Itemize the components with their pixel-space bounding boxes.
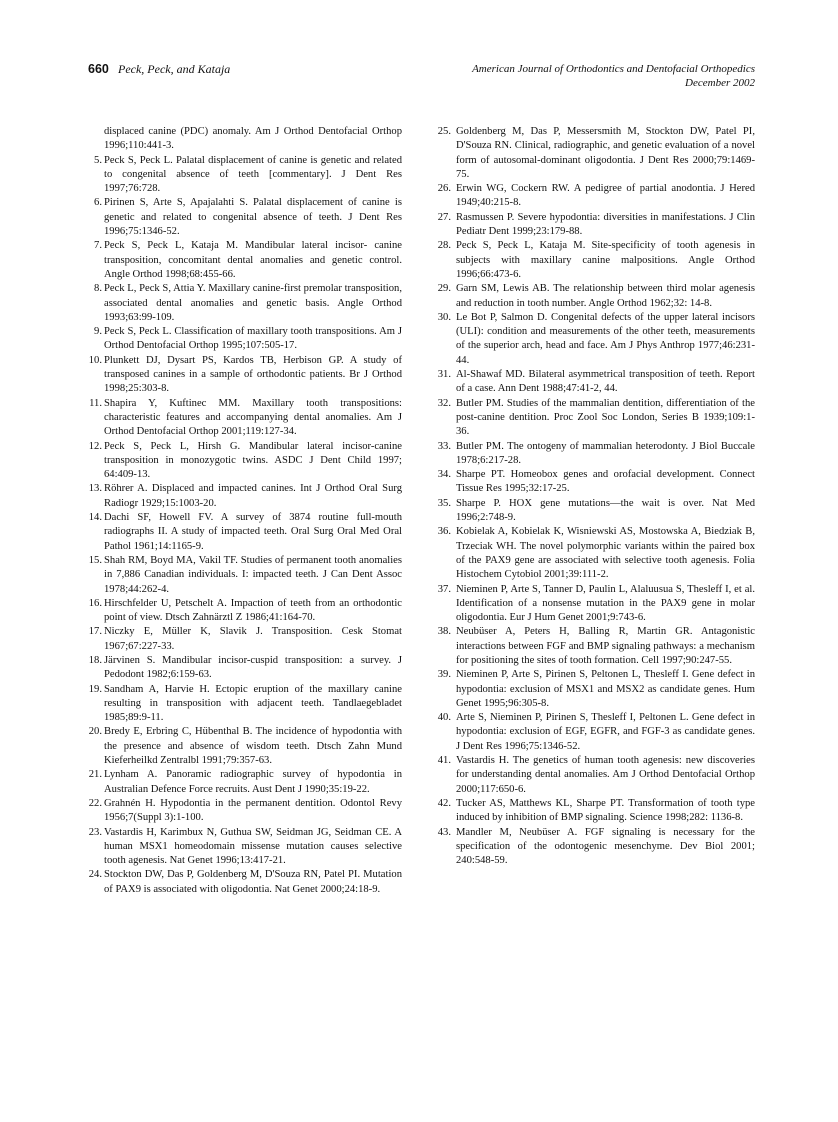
reference-text: Al-Shawaf MD. Bilateral asymmetrical transposition of teeth. Report of a case. Ann Dent 1988;47:41-2, 44.: [456, 369, 755, 395]
reference-number: 42.: [437, 797, 451, 809]
reference-number: 28.: [437, 240, 451, 252]
reference-number: 13.: [88, 483, 102, 495]
reference-number: 19.: [88, 683, 102, 695]
reference-text: Röhrer A. Displaced and impacted canines. Int J Orthod Oral Surg Radiogr 1929;15:1003-20.: [104, 483, 402, 509]
reference-item: [435, 797, 755, 826]
reference-text: Plunkett DJ, Dysart PS, Kardos TB, Herbison GP. A study of transposed canines in a sample of orthodontic patients. Br J Orthod 1998;25:303-8.: [104, 354, 402, 395]
reference-text: Shah RM, Boyd MA, Vakil TF. Studies of permanent tooth anomalies in 7,886 Canadian individuals. I: impacted teeth. J Can Dent Assoc 1978;44:262-4.: [104, 554, 402, 595]
reference-text: displaced canine (PDC) anomaly. Am J Orthod Dentofacial Orthop 1996;110:441-3.: [104, 126, 402, 152]
reference-text: Arte S, Nieminen P, Pirinen S, Thesleff I, Peltonen L. Gene defect in hypodontia: exclusion of EGF, EGFR, and FGF-3 as candidate genes. J Dent Res 1996;75:1346-52.: [456, 712, 755, 752]
reference-item: [435, 497, 755, 526]
reference-text: Mandler M, Neubüser A. FGF signaling is necessary for the specification of the odontogenic mesenchyme. Dev Biol 2001; 240:548-59.: [456, 826, 755, 867]
reference-text: Neubüser A, Peters H, Balling R, Martin GR. Antagonistic interactions between FGF and BMP signaling pathways: a mechanism for positioning the sites of tooth formation. Cell 1997;90:247-55.: [456, 626, 755, 666]
reference-text: Kobielak A, Kobielak K, Wisniewski AS, Mostowska A, Biedziak B, Trzeciak WH. The novel polymorphic variants within the paired box of the PAX9 gene are associated with selective tooth agenesis. Folia Histochem Cytobiol 2001;39:111-2.: [456, 526, 755, 581]
reference-item: [86, 683, 402, 726]
reference-text: Bredy E, Erbring C, Hübenthal B. The incidence of hypodontia with the presence and absence of wisdom teeth. Dtsch Zahn Mund Kieferheilkd Zentralbl 1991;79:357-63.: [104, 726, 402, 767]
reference-item: [86, 196, 402, 239]
reference-item: [435, 754, 755, 797]
reference-number: 38.: [437, 626, 451, 638]
reference-number: 32.: [437, 397, 451, 409]
reference-number: 24.: [88, 869, 102, 881]
reference-item: [435, 239, 755, 282]
reference-number: 39.: [437, 669, 451, 681]
journal-title: American Journal of Orthodontics and Dentofacial Orthopedics: [472, 63, 755, 75]
reference-item: [435, 368, 755, 397]
reference-text: Butler PM. The ontogeny of mammalian heterodonty. J Biol Buccale 1978;6:217-28.: [456, 440, 755, 466]
journal-info: [472, 62, 755, 90]
reference-item: [435, 440, 755, 469]
reference-text: Nieminen P, Arte S, Pirinen S, Peltonen L, Thesleff I. Gene defect in hypodontia: exclusion of MSX1 and MSX2 as candidate genes. Hum Genet 1995;96:305-8.: [456, 669, 755, 709]
reference-number: 29.: [437, 283, 451, 295]
reference-number: 12.: [88, 440, 102, 452]
reference-number: 16.: [88, 597, 102, 609]
reference-text: Tucker AS, Matthews KL, Sharpe PT. Transformation of tooth type induced by inhibition of BMP signaling. Science 1998;282: 1136-8.: [456, 797, 755, 824]
reference-item: [86, 625, 402, 654]
reference-text: Lynham A. Panoramic radiographic survey of hypodontia in Australian Defence Force recruits. Aust Dent J 1990;35:19-22.: [104, 769, 402, 795]
reference-text: Järvinen S. Mandibular incisor-cuspid transposition: a survey. J Pedodont 1982;6:159-63.: [104, 654, 402, 681]
reference-number: 43.: [437, 826, 451, 838]
reference-text: Peck S, Peck L, Kataja M. Site-specificity of tooth agenesis in subjects with maxillary canine malpositions. Angle Orthod 1996;66:473-6.: [456, 240, 755, 280]
reference-number: 26.: [437, 183, 451, 195]
reference-text: Peck S, Peck L, Kataja M. Mandibular lateral incisor- canine transposition, concomitant dental anomalies and genetic control. Angle Orthod 1998;68:455-66.: [104, 240, 402, 280]
reference-text: Niczky E, Müller K, Slavik J. Transposition. Cesk Stomat 1967;67:227-33.: [104, 626, 402, 652]
reference-item: [435, 711, 755, 754]
reference-text: Rasmussen P. Severe hypodontia: diversities in manifestations. J Clin Pediatr Dent 1999;23:179-88.: [456, 211, 755, 238]
reference-item: [86, 554, 402, 597]
reference-number: 34.: [437, 469, 451, 481]
reference-number: 15.: [88, 554, 102, 566]
reference-item: [86, 397, 402, 440]
reference-text: Grahnén H. Hypodontia in the permanent dentition. Odontol Revy 1956;7(Suppl 3):1-100.: [104, 797, 402, 824]
reference-item: [86, 239, 402, 282]
running-header: [88, 62, 755, 98]
references-left-column: [86, 125, 402, 897]
reference-number: 8.: [94, 283, 102, 295]
reference-number: 25.: [437, 126, 451, 137]
reference-item: [86, 354, 402, 397]
reference-text: Dachi SF, Howell FV. A survey of 3874 routine full-mouth radiographs II. A study of impacted teeth. Oral Surg Oral Med Oral Pathol 1961;14:1165-9.: [104, 512, 402, 552]
reference-text: Peck S, Peck L. Classification of maxillary tooth transpositions. Am J Orthod Dentofacial Orthop 1995;107:505-17.: [104, 326, 402, 352]
reference-text: Nieminen P, Arte S, Tanner D, Paulin L, Alaluusua S, Thesleff I, et al. Identification of a nonsense mutation in the PAX9 gene in molar oligodontia. Eur J Hum Genet 2001;9:743-6.: [456, 583, 755, 624]
reference-number: 36.: [437, 526, 451, 538]
reference-number: 7.: [94, 240, 102, 252]
reference-number: 20.: [88, 726, 102, 738]
reference-text: Vastardis H. The genetics of human tooth agenesis: new discoveries for understanding dental anomalies. Am J Orthod Dentofacial Orthop 2000;117:650-6.: [456, 755, 755, 795]
reference-text: Erwin WG, Cockern RW. A pedigree of partial anodontia. J Hered 1949;40:215-8.: [456, 183, 755, 209]
reference-item: [86, 440, 402, 483]
reference-text: Sharpe P. HOX gene mutations—the wait is over. Nat Med 1996;2:748-9.: [456, 497, 755, 524]
reference-item: [86, 282, 402, 325]
reference-number: 11.: [89, 397, 102, 409]
reference-item: [435, 282, 755, 311]
reference-text: Pirinen S, Arte S, Apajalahti S. Palatal displacement of canine is genetic and related to congenital absence of teeth. J Dent Res 1996;75:1346-52.: [104, 197, 402, 238]
running-authors: Peck, Peck, and Kataja: [118, 62, 231, 76]
reference-number: 17.: [88, 626, 102, 638]
reference-number: 41.: [437, 755, 451, 767]
reference-text: Sharpe PT. Homeobox genes and orofacial development. Connect Tissue Res 1995;32:17-25.: [456, 469, 755, 495]
reference-number: 5.: [94, 154, 102, 166]
reference-item: [435, 211, 755, 240]
reference-number: 6.: [94, 197, 102, 209]
reference-item: [435, 625, 755, 668]
reference-text: Sandham A, Harvie H. Ectopic eruption of the maxillary canine resulting in transposition with adjacent teeth. Tandlaegebladet 1985;89:9-11.: [104, 683, 402, 724]
reference-text: Goldenberg M, Das P, Messersmith M, Stockton DW, Patel PI, D'Souza RN. Clinical, radiographic, and genetic evaluation of a novel form of autosomal-dominant oligodontia. J Dent Res 2000;79:1469-75.: [456, 126, 755, 180]
reference-number: 21.: [88, 769, 102, 781]
reference-item: [86, 826, 402, 869]
reference-number: 18.: [88, 654, 102, 666]
reference-item: [86, 125, 402, 154]
reference-text: Stockton DW, Das P, Goldenberg M, D'Souza RN, Patel PI. Mutation of PAX9 is associated with oligodontia. Nat Genet 2000;24:18-9.: [104, 869, 402, 895]
journal-issue: December 2002: [685, 77, 755, 89]
reference-text: Le Bot P, Salmon D. Congenital defects of the upper lateral incisors (ULI): condition and measurements of the other teeth, measurements of the superior arch, head and face. Am J Phys Anthrop 1977;46:231-44.: [456, 311, 755, 366]
reference-number: 22.: [88, 797, 102, 809]
reference-item: [86, 482, 402, 511]
reference-number: 40.: [437, 712, 451, 724]
reference-item: [435, 182, 755, 211]
reference-item: [86, 154, 402, 197]
reference-text: Vastardis H, Karimbux N, Guthua SW, Seidman JG, Seidman CE. A human MSX1 homeodomain missense mutation causes selective tooth agenesis. Nat Genet 1996;13:417-21.: [104, 826, 402, 867]
reference-number: 14.: [88, 512, 102, 524]
reference-item: [435, 397, 755, 440]
reference-item: [86, 768, 402, 797]
reference-item: [435, 583, 755, 626]
reference-item: [435, 468, 755, 497]
reference-item: [435, 311, 755, 368]
reference-text: Shapira Y, Kuftinec MM. Maxillary tooth transpositions: characteristic features and accompanying dental anomalies. Am J Orthod Dentofacial Orthop 2001;119:127-34.: [104, 397, 402, 438]
reference-item: [86, 868, 402, 897]
reference-text: Garn SM, Lewis AB. The relationship between third molar agenesis and reduction in tooth number. Angle Orthod 1962;32: 14-8.: [456, 283, 755, 309]
reference-item: [86, 325, 402, 354]
reference-number: 10.: [88, 354, 102, 366]
reference-item: [435, 125, 755, 182]
reference-number: 35.: [437, 497, 451, 509]
reference-number: 37.: [437, 583, 451, 595]
reference-number: 9.: [94, 326, 102, 338]
reference-text: Peck L, Peck S, Attia Y. Maxillary canine-first premolar transposition, associated dental anomalies and genetic basis. Angle Orthod 1993;63:99-109.: [104, 283, 402, 323]
reference-number: 27.: [437, 211, 451, 223]
reference-item: [86, 725, 402, 768]
reference-item: [86, 654, 402, 683]
reference-text: Butler PM. Studies of the mammalian dentition, differentiation of the post-canine dentition. Proc Zool Soc London, Series B 1939;109:1-36.: [456, 397, 755, 438]
reference-number: 30.: [437, 311, 451, 323]
reference-item: [435, 668, 755, 711]
reference-item: [86, 597, 402, 626]
reference-text: Peck S, Peck L, Hirsh G. Mandibular lateral incisor-canine transposition in monozygotic twins. ASDC J Dent Child 1997; 64:409-13.: [104, 440, 402, 481]
reference-item: [435, 826, 755, 869]
reference-number: 33.: [437, 440, 451, 452]
reference-item: [435, 525, 755, 582]
reference-item: [86, 797, 402, 826]
references-right-column: [435, 125, 755, 868]
reference-text: Hirschfelder U, Petschelt A. Impaction of teeth from an orthodontic point of view. Dtsch Zahnärztl Z 1986;41:164-70.: [104, 597, 402, 624]
reference-text: Peck S, Peck L. Palatal displacement of canine is genetic and related to congenital absence of teeth [commentary]. J Dent Res 1997;76:728.: [104, 154, 402, 195]
reference-item: [86, 511, 402, 554]
page-number: 660: [88, 62, 109, 76]
reference-number: 23.: [88, 826, 102, 838]
reference-number: 31.: [437, 369, 451, 381]
